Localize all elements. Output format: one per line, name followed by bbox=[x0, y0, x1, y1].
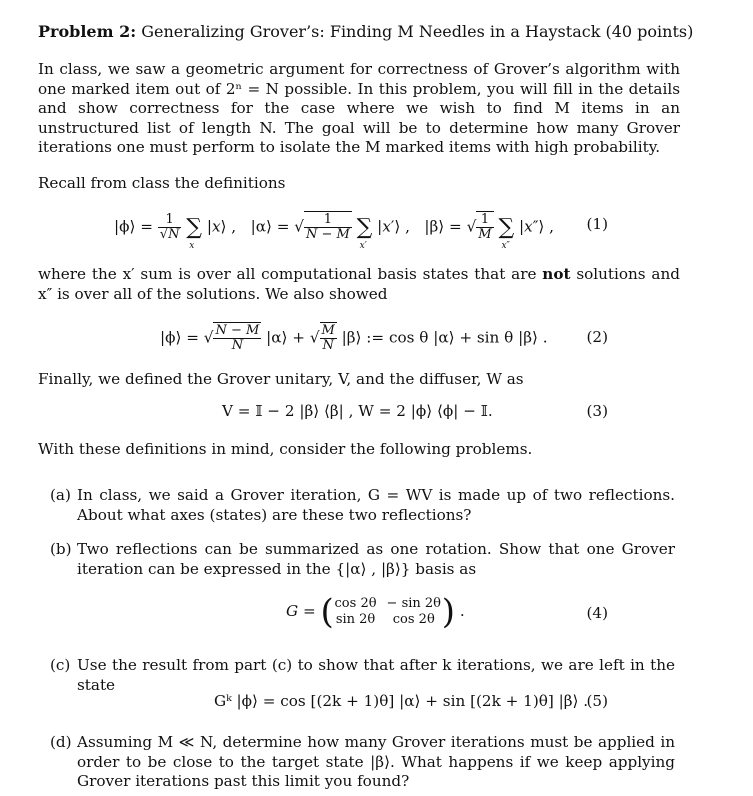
with-these-text: With these definitions in mind, consider the following problems. bbox=[38, 440, 533, 458]
part-c-text: Use the result from part (c) to show that after k iterations, we are left in the state bbox=[77, 656, 675, 694]
equation-5 bbox=[38, 690, 680, 730]
eq2-tail: |β⟩ := cos θ |α⟩ + sin θ |β⟩ . bbox=[341, 328, 548, 347]
part-d-label: (d) bbox=[50, 733, 72, 751]
equation-3 bbox=[38, 400, 680, 440]
eq2-expression: |ϕ⟩ = √ $\frac{N - M}{N}$ |α⟩ + √ $\frac{M}{N}$ |β⟩ := cos θ |α⟩ + sin θ |β⟩ . bbox=[160, 323, 548, 353]
problem-label: Problem 2: bbox=[38, 22, 137, 41]
problem-heading bbox=[38, 22, 693, 42]
rotation-matrix: ( cos 2θ − sin 2θ sin 2θ cos 2θ ) bbox=[320, 592, 456, 632]
eq3-number: (3) bbox=[586, 402, 608, 420]
intro-paragraph: In class, we saw a geometric argument for correctness of Grover’s algorithm with one marked item out of 2ⁿ = N possible. In this problem, you will fill in the details and show correctness for the case where we wish to find M items in an unstructured list of length N. The goal will be to determine how many Grover iterations one must perform to isolate the M marked items with high probability. bbox=[38, 60, 680, 156]
part-a-text: In class, we said a Grover iteration, G = WV is made up of two reflections. About what axes (states) are these two reflections? bbox=[77, 486, 675, 524]
where-paragraph bbox=[38, 265, 680, 304]
where-text-1: where the x′ sum is over all computational basis states that are bbox=[38, 265, 543, 283]
part-b-text: Two reflections can be summarized as one rotation. Show that one Grover iteration can be expressed in the {|α⟩ , |β⟩} basis as bbox=[77, 540, 675, 578]
eq5-number: (5) bbox=[586, 692, 608, 710]
eq3-expression: V = 𝕀 − 2 |β⟩ ⟨β| , W = 2 |ϕ⟩ ⟨ϕ| − 𝕀. bbox=[222, 402, 493, 420]
eq4-expression: G = ( cos 2θ − sin 2θ sin 2θ cos 2θ ) . bbox=[286, 592, 465, 632]
eq1-expression: |ϕ⟩ = $\frac{1}{√N}$ ∑ x |x⟩ , |α⟩ = √ $\frac{1}{N - M}$ ∑ x′ |x′⟩ , |β⟩ = √ $\frac{1}{M}$ ∑ x″ |x″⟩ , bbox=[114, 212, 554, 251]
eq5-expression: Gᵏ |ϕ⟩ = cos [(2k + 1)θ] |α⟩ + sin [(2k + 1)θ] |β⟩ . bbox=[214, 692, 589, 710]
recall-text: Recall from class the definitions bbox=[38, 174, 286, 192]
matrix-m11: cos 2θ bbox=[334, 596, 377, 611]
matrix-m21: sin 2θ bbox=[335, 612, 376, 627]
part-d-text: Assuming M ≪ N, determine how many Grover iterations must be applied in order to be close to the target state |β⟩. What happens if we keep applying Grover iterations past this limit you found? bbox=[77, 733, 675, 790]
eq4-number: (4) bbox=[586, 604, 608, 622]
matrix-m12: − sin 2θ bbox=[386, 596, 442, 611]
part-a bbox=[50, 486, 675, 525]
equation-1 bbox=[38, 205, 680, 251]
problem-title: Generalizing Grover’s: Finding M Needles in a Haystack (40 points) bbox=[141, 22, 694, 41]
where-text-2: solutions and x″ is over all of the solutions. We also showed bbox=[38, 265, 680, 303]
eq1-number: (1) bbox=[586, 215, 608, 233]
equation-2 bbox=[38, 318, 680, 358]
where-bold: not bbox=[542, 265, 571, 283]
part-b bbox=[50, 540, 675, 579]
eq2-number: (2) bbox=[586, 328, 608, 346]
part-d bbox=[50, 733, 675, 792]
part-a-label: (a) bbox=[50, 486, 71, 504]
part-c-label: (c) bbox=[50, 656, 71, 674]
finally-text: Finally, we defined the Grover unitary, V, and the diffuser, W as bbox=[38, 370, 524, 388]
matrix-m22: cos 2θ bbox=[392, 612, 435, 627]
equation-4 bbox=[38, 594, 680, 634]
part-b-label: (b) bbox=[50, 540, 72, 558]
